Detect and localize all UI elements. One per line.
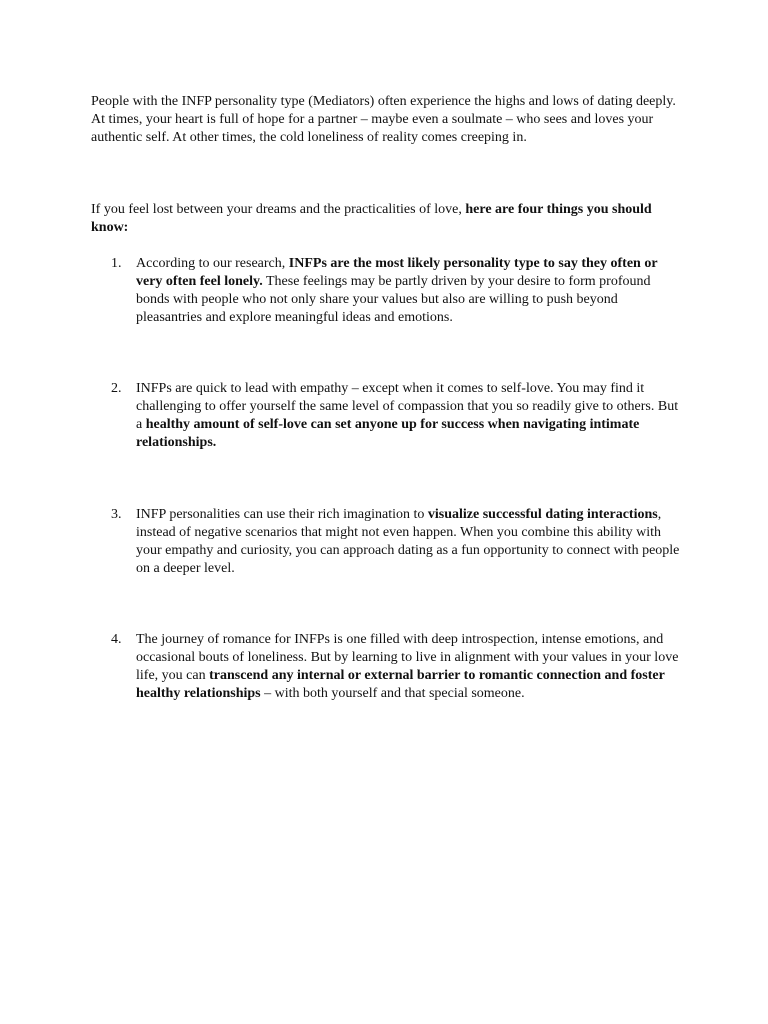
lead-paragraph xyxy=(91,201,691,237)
list-item-text: INFP personalities can use their rich imagination to xyxy=(136,507,428,522)
list-item-text: According to our research, xyxy=(136,256,289,271)
list-item-number: 3. xyxy=(111,507,122,522)
lead-text: If you feel lost between your dreams and the practicalities of love, xyxy=(91,202,466,217)
list-item-text: , instead of negative scenarios that might not even happen. When you combine this ability with your empathy and curiosity, you can approach dating as a fun opportunity to connect with people on a deeper level. xyxy=(136,507,680,576)
list-item-number: 1. xyxy=(111,256,122,271)
list-item-text: These feelings may be partly driven by your desire to form profound bonds with people who not only share your values but also are willing to push beyond pleasantries and explore meaningful ideas and emotions. xyxy=(136,274,651,325)
list-item xyxy=(111,631,681,703)
list-item-text: – with both yourself and that special someone. xyxy=(260,686,525,701)
intro-paragraph xyxy=(91,93,691,147)
list-item-number: 4. xyxy=(111,632,122,647)
list-item xyxy=(111,380,681,452)
list-item-body xyxy=(136,380,681,452)
list-item-bold-text: visualize successful dating interactions xyxy=(427,507,658,522)
list-item-body xyxy=(136,255,681,327)
list-item-text: The journey of romance for INFPs is one filled with deep introspection, intense emotions, and occasional bouts of loneliness. But by learning to live in alignment with your values in your love life, you can xyxy=(136,632,679,683)
list-item-bold-text: transcend any internal or external barrier to romantic connection and foster healthy relationships xyxy=(136,668,665,701)
list-item-number: 2. xyxy=(111,381,122,396)
list-item-bold-text: INFPs are the most likely personality type to say they often or very often feel lonely. xyxy=(136,256,658,289)
list-item xyxy=(111,255,681,327)
lead-bold-text: here are four things you should know: xyxy=(91,202,652,235)
list-item-body xyxy=(136,631,681,703)
list-item xyxy=(111,506,681,578)
list-item-body xyxy=(136,506,681,578)
list-item-bold-text: healthy amount of self-love can set anyone up for success when navigating intimate relationships. xyxy=(136,417,640,450)
intro-text: People with the INFP personality type (Mediators) often experience the highs and lows of dating deeply. At times, your heart is full of hope for a partner – maybe even a soulmate – who sees and loves your authentic self. At other times, the cold loneliness of reality comes creeping in. xyxy=(91,94,676,145)
list-item-text: INFPs are quick to lead with empathy – except when it comes to self-love. You may find it challenging to offer yourself the same level of compassion that you so readily give to others. But a xyxy=(136,381,679,432)
